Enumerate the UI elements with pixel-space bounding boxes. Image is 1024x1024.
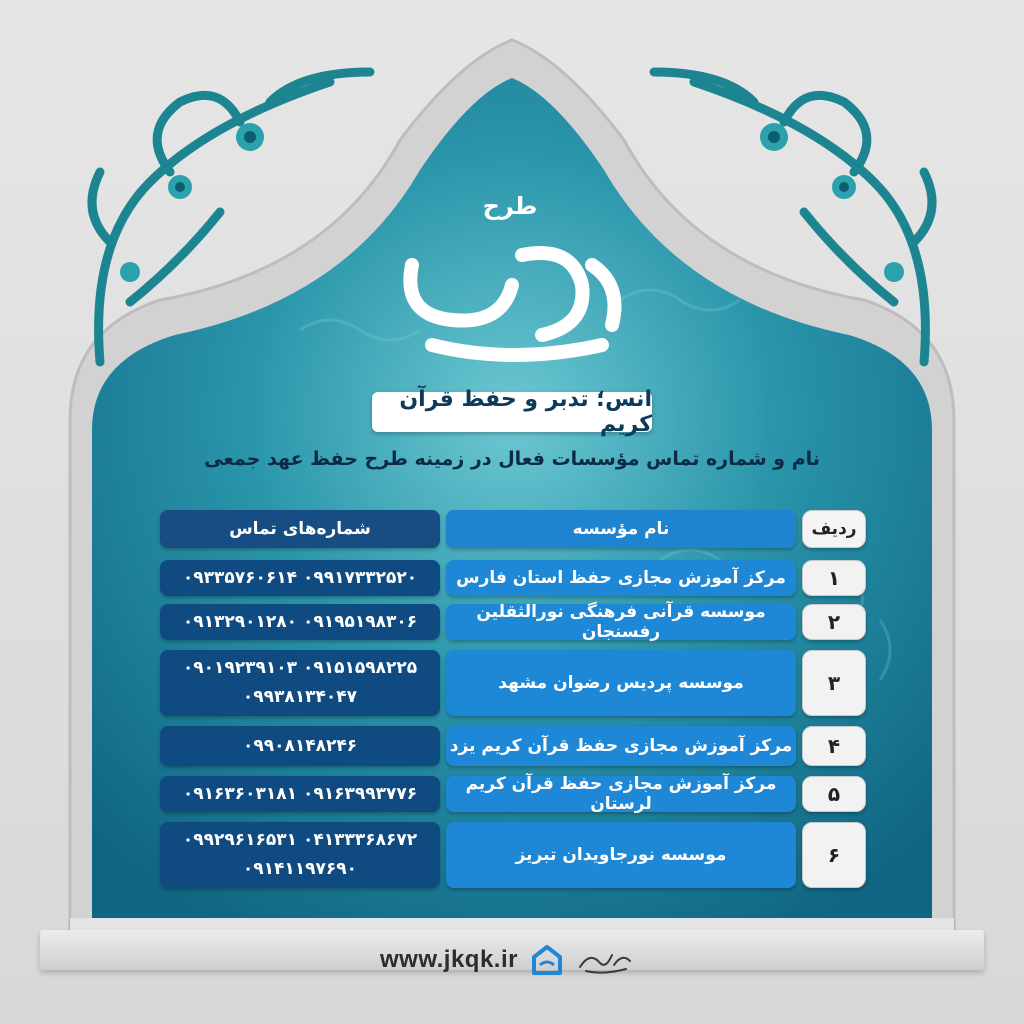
table-row: [160, 726, 870, 766]
row-phones: ۰۹۹۰۸۱۴۸۲۴۶: [160, 726, 440, 766]
floral-ornament-left: [70, 42, 400, 402]
footer: [380, 938, 680, 982]
table-row: [160, 650, 870, 716]
website-link[interactable]: www.jkqk.ir: [380, 946, 518, 973]
table-row: [160, 776, 870, 812]
table-header: [160, 510, 870, 548]
row-name: مرکز آموزش مجازی حفظ قرآن کریم یزد: [446, 726, 796, 766]
row-num: ۲: [802, 604, 866, 640]
row-name: موسسه قرآنی فرهنگی نورالثقلین رفسنجان: [446, 604, 796, 640]
table-row: [160, 560, 870, 596]
book-house-icon: [530, 943, 564, 977]
row-phones: ۰۹۱۵۱۵۹۸۲۲۵ ۰۹۰۱۹۲۳۹۱۰۳ ۰۹۹۳۸۱۳۴۰۴۷: [160, 650, 440, 716]
row-phones: ۰۴۱۳۳۳۶۸۶۷۲ ۰۹۹۲۹۶۱۶۵۳۱ ۰۹۱۴۱۱۹۷۶۹۰: [160, 822, 440, 888]
row-name: موسسه پردیس رضوان مشهد: [446, 650, 796, 716]
column-header-name: نام مؤسسه: [446, 510, 796, 548]
row-phones: ۰۹۱۹۵۱۹۸۳۰۶ ۰۹۱۳۲۹۰۱۲۸۰: [160, 604, 440, 640]
row-num: ۳: [802, 650, 866, 716]
row-num: ۴: [802, 726, 866, 766]
calligraphy-logo: [372, 225, 652, 375]
floral-ornament-right: [624, 42, 954, 402]
row-name: مرکز آموزش مجازی حفظ قرآن کریم لرستان: [446, 776, 796, 812]
row-num: ۶: [802, 822, 866, 888]
row-name: مرکز آموزش مجازی حفظ استان فارس: [446, 560, 796, 596]
subtitle-banner: انس؛ تدبر و حفظ قرآن کریم: [372, 392, 652, 432]
page-heading: نام و شماره تماس مؤسسات فعال در زمینه طرح حفظ عهد جمعی: [204, 448, 820, 470]
column-header-num: ردیف: [802, 510, 866, 548]
signature-calligraphy-icon: [576, 945, 634, 975]
row-num: ۱: [802, 560, 866, 596]
column-header-phones: شماره‌های تماس: [160, 510, 440, 548]
table-row: [160, 604, 870, 640]
row-phones: ۰۹۱۶۳۹۹۳۷۷۶ ۰۹۱۶۳۶۰۳۱۸۱: [160, 776, 440, 812]
row-num: ۵: [802, 776, 866, 812]
row-name: موسسه نورجاویدان تبریز: [446, 822, 796, 888]
row-phones: ۰۹۹۱۷۳۳۲۵۲۰ ۰۹۳۳۵۷۶۰۶۱۴: [160, 560, 440, 596]
plan-label: طرح: [482, 192, 538, 220]
table-row: [160, 822, 870, 888]
